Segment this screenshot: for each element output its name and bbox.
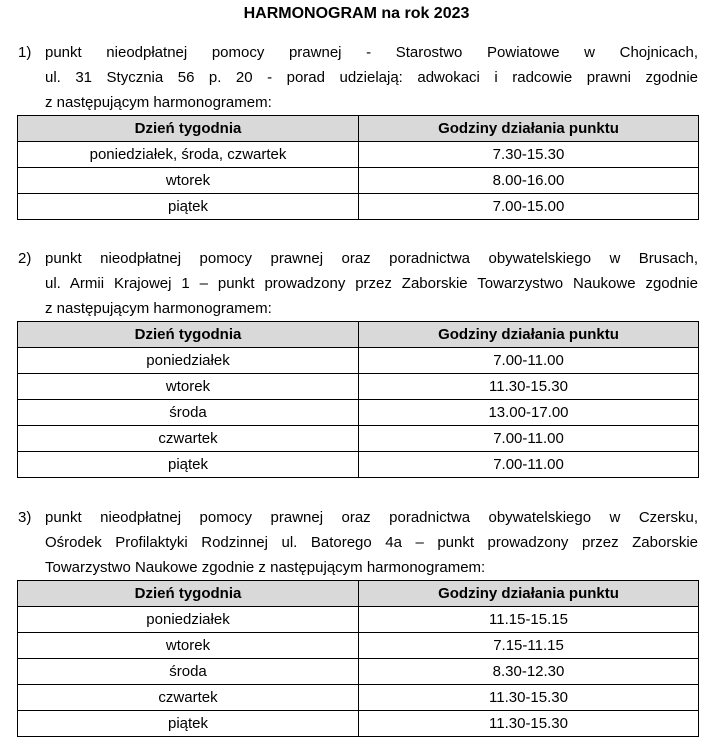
table-row <box>18 685 699 711</box>
header-hours: Godziny działania punktu <box>359 116 699 142</box>
table-row <box>18 633 699 659</box>
description-line: z następującym harmonogramem: <box>45 94 272 111</box>
header-day: Dzień tygodnia <box>18 116 359 142</box>
table-row <box>18 348 699 374</box>
section-2-description <box>18 246 698 321</box>
header-hours: Godziny działania punktu <box>359 322 699 348</box>
description-line: punkt nieodpłatnej pomocy prawnej oraz poradnictwa obywatelskiego w Czersku, <box>45 509 698 526</box>
schedule-table-1 <box>17 115 699 220</box>
table-row <box>18 194 699 220</box>
cell-day: czwartek <box>18 426 359 452</box>
section-3-description <box>18 505 698 580</box>
cell-day: poniedziałek, środa, czwartek <box>18 142 359 168</box>
table-header-row <box>18 116 699 142</box>
table-row <box>18 452 699 478</box>
section-2-number: 2) <box>18 250 32 267</box>
table-row <box>18 711 699 737</box>
table-row <box>18 374 699 400</box>
cell-hours: 7.30-15.30 <box>359 142 699 168</box>
cell-day: środa <box>18 659 359 685</box>
description-line: Ośrodek Profilaktyki Rodzinnej ul. Batorego 4a – punkt prowadzony przez Zaborskie <box>45 534 698 551</box>
cell-hours: 13.00-17.00 <box>359 400 699 426</box>
cell-day: wtorek <box>18 374 359 400</box>
cell-day: piątek <box>18 194 359 220</box>
schedule-table-3 <box>17 580 699 737</box>
description-line: z następującym harmonogramem: <box>45 300 272 317</box>
header-hours: Godziny działania punktu <box>359 581 699 607</box>
description-line: Towarzystwo Naukowe zgodnie z następującym harmonogramem: <box>45 559 486 576</box>
cell-day: poniedziałek <box>18 348 359 374</box>
section-3-number: 3) <box>18 509 32 526</box>
cell-day: czwartek <box>18 685 359 711</box>
cell-hours: 7.15-11.15 <box>359 633 699 659</box>
cell-hours: 7.00-15.00 <box>359 194 699 220</box>
table-row <box>18 659 699 685</box>
cell-hours: 11.30-15.30 <box>359 685 699 711</box>
cell-hours: 7.00-11.00 <box>359 452 699 478</box>
description-line: ul. 31 Stycznia 56 p. 20 - porad udzielają: adwokaci i radcowie prawni zgodnie <box>45 69 698 86</box>
cell-hours: 11.15-15.15 <box>359 607 699 633</box>
header-day: Dzień tygodnia <box>18 322 359 348</box>
cell-day: wtorek <box>18 633 359 659</box>
cell-hours: 11.30-15.30 <box>359 374 699 400</box>
section-1-number: 1) <box>18 44 32 61</box>
cell-hours: 8.00-16.00 <box>359 168 699 194</box>
cell-day: środa <box>18 400 359 426</box>
cell-day: wtorek <box>18 168 359 194</box>
schedule-table-2 <box>17 321 699 478</box>
cell-day: piątek <box>18 711 359 737</box>
description-line: ul. Armii Krajowej 1 – punkt prowadzony przez Zaborskie Towarzystwo Naukowe zgodnie <box>45 275 698 292</box>
cell-day: poniedziałek <box>18 607 359 633</box>
cell-hours: 11.30-15.30 <box>359 711 699 737</box>
header-day: Dzień tygodnia <box>18 581 359 607</box>
table-row <box>18 426 699 452</box>
description-line: punkt nieodpłatnej pomocy prawnej oraz poradnictwa obywatelskiego w Brusach, <box>45 250 698 267</box>
section-1-description <box>18 40 698 115</box>
cell-hours: 7.00-11.00 <box>359 348 699 374</box>
cell-day: piątek <box>18 452 359 478</box>
table-row <box>18 607 699 633</box>
section-3 <box>0 505 713 737</box>
cell-hours: 8.30-12.30 <box>359 659 699 685</box>
table-row <box>18 400 699 426</box>
cell-hours: 7.00-11.00 <box>359 426 699 452</box>
table-row <box>18 168 699 194</box>
document-title: HARMONOGRAM na rok 2023 <box>243 5 470 22</box>
table-row <box>18 142 699 168</box>
table-header-row <box>18 581 699 607</box>
table-header-row <box>18 322 699 348</box>
section-1 <box>0 40 713 220</box>
description-line: punkt nieodpłatnej pomocy prawnej - Starostwo Powiatowe w Chojnicach, <box>45 44 698 61</box>
section-2 <box>0 246 713 478</box>
